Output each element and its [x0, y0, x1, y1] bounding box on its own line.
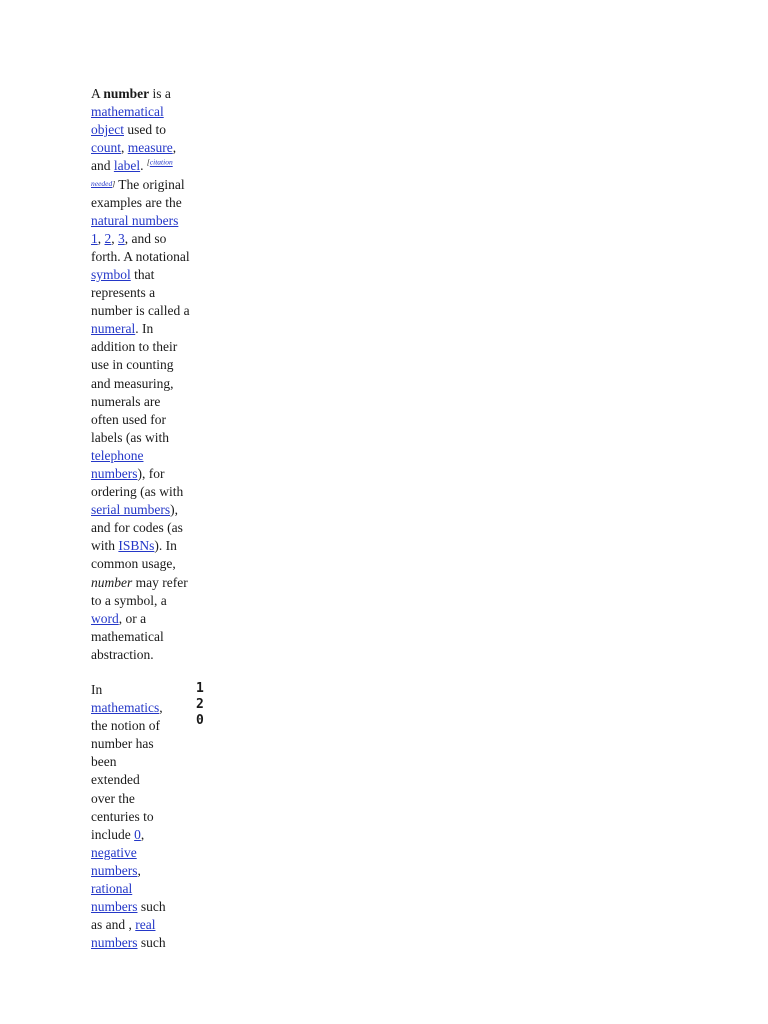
text-line: and for codes (as: [91, 520, 183, 536]
text: ,: [137, 862, 141, 878]
link-1[interactable]: 1: [91, 230, 98, 246]
text-line: [91, 103, 190, 121]
text: ,: [111, 230, 118, 246]
text-line: [91, 934, 166, 952]
link-telephone-numbers[interactable]: telephone: [91, 447, 144, 463]
text: ). In: [154, 538, 177, 554]
text: ,: [121, 140, 128, 156]
text: ,: [172, 140, 177, 156]
text-line: mathematical: [91, 628, 164, 644]
link-mathematical-object-cont[interactable]: object: [91, 122, 124, 138]
text: The original: [115, 177, 185, 193]
link-negative-numbers-cont[interactable]: numbers: [91, 862, 138, 878]
link-label[interactable]: label: [113, 158, 141, 174]
text-line: often used for: [91, 411, 166, 427]
text-line: [91, 85, 190, 103]
number-120-figure: [196, 681, 204, 729]
text-line: numerals are: [91, 393, 161, 409]
text-line: over the: [91, 790, 135, 806]
link-citation-needed[interactable]: citation: [149, 157, 173, 167]
link-rational-numbers[interactable]: rational: [91, 881, 133, 897]
link-2[interactable]: 2: [104, 230, 112, 246]
paragraph-intro: [91, 85, 190, 664]
text-line: [91, 826, 166, 844]
link-0[interactable]: 0: [134, 826, 141, 842]
link-telephone-numbers-cont[interactable]: numbers: [91, 465, 138, 481]
text-line: [91, 230, 190, 248]
link-serial-numbers[interactable]: serial numbers: [91, 502, 171, 518]
text-line: to a symbol, a: [91, 592, 167, 608]
term-number-bold: number: [103, 86, 150, 101]
text-line: [91, 537, 190, 555]
text-line: forth. A notational: [91, 248, 190, 264]
text: ]: [112, 179, 116, 189]
link-real-numbers[interactable]: real: [135, 917, 156, 933]
text: .: [140, 158, 147, 174]
text: such: [137, 899, 166, 915]
link-symbol[interactable]: symbol: [91, 266, 131, 282]
term-number-italic: number: [91, 574, 133, 590]
link-count[interactable]: count: [91, 140, 121, 156]
text: may refer: [132, 574, 188, 590]
text-line: the notion of: [91, 718, 160, 734]
text-line: [91, 574, 190, 592]
link-natural-numbers[interactable]: natural numbers: [91, 212, 179, 228]
text: [: [146, 157, 150, 167]
text-line: extended: [91, 772, 140, 788]
link-mathematics[interactable]: mathematics: [91, 700, 160, 716]
text-line: [91, 175, 190, 193]
link-word[interactable]: word: [91, 610, 119, 626]
text-line: [91, 212, 190, 230]
text-line: [91, 898, 166, 916]
text: ), for: [137, 465, 165, 481]
text-line: and measuring,: [91, 375, 174, 391]
text-line: [91, 447, 190, 465]
text-line: [91, 880, 166, 898]
text-line: examples are the: [91, 194, 182, 210]
text: ),: [170, 502, 178, 518]
text-line: common usage,: [91, 556, 176, 572]
text-line: [91, 320, 190, 338]
citation-needed-tag-cont: [91, 179, 115, 188]
text-line: addition to their: [91, 339, 178, 355]
text: , and so: [124, 230, 167, 246]
text: with: [91, 538, 119, 554]
text-line: number has: [91, 736, 154, 752]
link-citation-needed-cont[interactable]: needed: [91, 179, 113, 189]
text: such: [137, 935, 166, 951]
text-line: [91, 465, 190, 483]
digit: 0: [196, 713, 204, 728]
link-isbns[interactable]: ISBNs: [118, 538, 155, 554]
text: , or a: [118, 610, 147, 626]
text-line: been: [91, 754, 117, 770]
text: include: [91, 826, 135, 842]
link-negative-numbers[interactable]: negative: [91, 844, 137, 860]
text: . In: [135, 321, 154, 337]
link-3[interactable]: 3: [118, 230, 125, 246]
text-line: [91, 699, 166, 717]
text-line: [91, 862, 166, 880]
text: as and ,: [91, 917, 136, 933]
text-line: abstraction.: [91, 646, 154, 662]
citation-needed-tag: [147, 158, 173, 167]
text: ,: [140, 826, 145, 842]
digit: 2: [196, 697, 204, 712]
link-numeral[interactable]: numeral: [91, 321, 136, 337]
link-measure[interactable]: measure: [127, 140, 173, 156]
text: that: [130, 266, 155, 282]
text-line: [91, 501, 190, 519]
text: used to: [124, 122, 166, 138]
link-mathematical-object[interactable]: mathematical: [91, 104, 164, 120]
digit: 1: [196, 681, 204, 696]
text-line: number is called a: [91, 303, 190, 319]
text-line: centuries to: [91, 808, 154, 824]
link-rational-numbers-cont[interactable]: numbers: [91, 899, 138, 915]
text-line: represents a: [91, 285, 156, 301]
text-line: use in counting: [91, 357, 174, 373]
text-line: labels (as with: [91, 429, 169, 445]
text-line: ordering (as with: [91, 484, 184, 500]
text: and: [91, 158, 114, 174]
text: ,: [159, 700, 163, 716]
link-real-numbers-cont[interactable]: numbers: [91, 935, 138, 951]
text-line: [91, 610, 190, 628]
text-line: [91, 844, 166, 862]
text-line: In: [91, 682, 103, 697]
text-line: [91, 266, 190, 284]
text-line: [91, 916, 166, 934]
text: is a: [149, 86, 171, 101]
paragraph-mathematics: [91, 681, 166, 952]
text-line: [91, 157, 190, 175]
text-line: [91, 121, 190, 139]
text: ,: [97, 230, 105, 246]
text: A: [91, 86, 104, 101]
text-line: [91, 139, 190, 157]
